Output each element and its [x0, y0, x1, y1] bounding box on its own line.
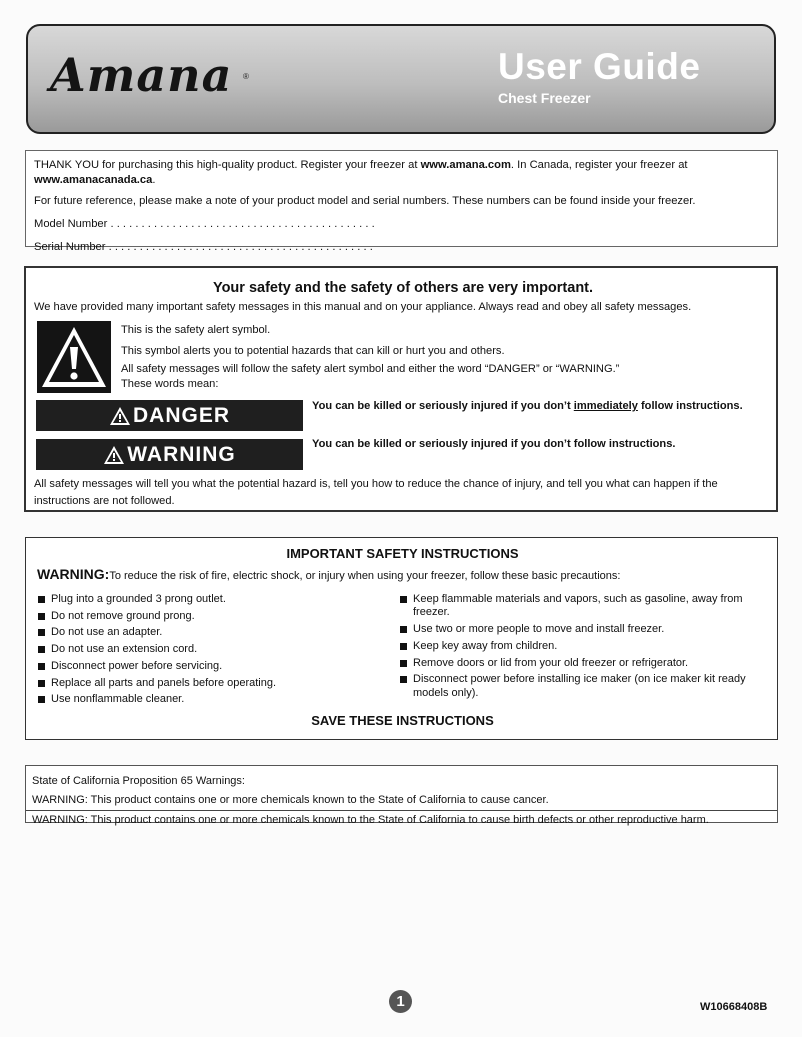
important-safety-instructions [25, 537, 778, 740]
alert-line-1: This is the safety alert symbol. [121, 324, 271, 336]
list-item: Do not use an adapter. [37, 626, 387, 639]
guide-title: User Guide [498, 46, 701, 87]
save-instructions-heading: SAVE THESE INSTRUCTIONS [311, 713, 494, 728]
safety-intro: We have provided many important safety messages in this manual and on your appliance. Always read and obey all safety messages. [34, 301, 692, 313]
list-item: Plug into a grounded 3 prong outlet. [37, 593, 387, 606]
safety-alert-icon [37, 321, 111, 393]
precautions-left-list [37, 593, 387, 710]
isi-warning-text: To reduce the risk of fire, electric shock, or injury when using your freezer, follow these basic precautions: [109, 570, 621, 582]
isi-title: IMPORTANT SAFETY INSTRUCTIONS [286, 546, 519, 561]
danger-message-emphasis: immediately [573, 400, 638, 412]
list-item: Disconnect power before servicing. [37, 660, 387, 673]
list-item: Replace all parts and panels before operating. [37, 677, 387, 690]
warning-message: You can be killed or seriously injured if you don’t follow instructions. [312, 438, 676, 450]
isi-warning [37, 566, 620, 582]
model-number-field: Model Number . . . . . . . . . . . . . . . . . . . . . . . . . . . . . . . . . . . . . . . . . . . [34, 218, 375, 230]
danger-label: DANGER [132, 403, 230, 427]
amana-logo: Amana [50, 48, 233, 102]
prop65-heading: State of California Proposition 65 Warnings: [32, 775, 245, 787]
alert-line-2: This symbol alerts you to potential hazards that can kill or hurt you and others. [121, 345, 505, 357]
prop65-cancer-warning: WARNING: This product contains one or more chemicals known to the State of California to cause cancer. [32, 794, 549, 806]
prop65-box [25, 765, 778, 826]
list-item: Keep flammable materials and vapors, such as gasoline, away from freezer. [399, 593, 754, 620]
amanacanada-url-link[interactable]: www.amanacanada.ca [34, 174, 153, 186]
canada-text: . In Canada, register your freezer at [510, 159, 688, 171]
safety-title: Your safety and the safety of others are very important. [212, 280, 594, 296]
list-item: Use two or more people to move and install freezer. [399, 623, 754, 636]
list-item: Do not use an extension cord. [37, 643, 387, 656]
warning-signal-bar [36, 439, 303, 470]
list-item: Do not remove ground prong. [37, 610, 387, 623]
list-item: Keep key away from children. [399, 640, 754, 653]
isi-warning-label: WARNING: [37, 566, 110, 582]
registration-text [34, 158, 769, 188]
list-item: Disconnect power before installing ice maker (on ice maker kit ready models only). [399, 673, 754, 700]
amana-url-link[interactable]: www.amana.com [420, 159, 511, 171]
list-item: Use nonflammable cleaner. [37, 693, 387, 706]
registration-box [25, 150, 778, 253]
warning-alert-icon [103, 445, 125, 465]
page-number: 1 [389, 990, 412, 1013]
prop65-reproductive-warning: WARNING: This product contains one or more chemicals known to the State of California to cause birth defects or other reproductive harm. [32, 814, 709, 826]
danger-message [312, 400, 743, 412]
precautions-right-list [399, 593, 754, 703]
serial-number-field: Serial Number . . . . . . . . . . . . . . . . . . . . . . . . . . . . . . . . . . . . . . . . . . . [34, 241, 373, 253]
thanks-text: THANK YOU for purchasing this high-quality product. Register your freezer at [34, 159, 421, 171]
warning-label: WARNING [127, 442, 236, 466]
danger-signal-bar [36, 400, 303, 431]
alert-line-4: These words mean: [121, 378, 219, 390]
guide-subtitle: Chest Freezer [498, 90, 591, 106]
safety-section [24, 266, 778, 512]
registered-mark: ® [243, 72, 249, 81]
document-number: W10668408B [700, 1001, 768, 1013]
period-text: . [152, 174, 156, 186]
future-reference-text: For future reference, please make a note of your product model and serial numbers. These numbers can be found inside your freezer. [34, 195, 696, 207]
alert-line-3: All safety messages will follow the safety alert symbol and either the word “DANGER” or “WARNING.” [121, 363, 620, 375]
list-item: Remove doors or lid from your old freezer or refrigerator. [399, 657, 754, 670]
danger-message-start: You can be killed or seriously injured if you don’t [312, 400, 574, 412]
safety-footer-text: All safety messages will tell you what the potential hazard is, tell you how to reduce the chance of injury, and tell you what can happen if the instructions are not followed. [34, 478, 718, 507]
danger-alert-icon [109, 406, 131, 426]
danger-message-end: follow instructions. [637, 400, 743, 412]
